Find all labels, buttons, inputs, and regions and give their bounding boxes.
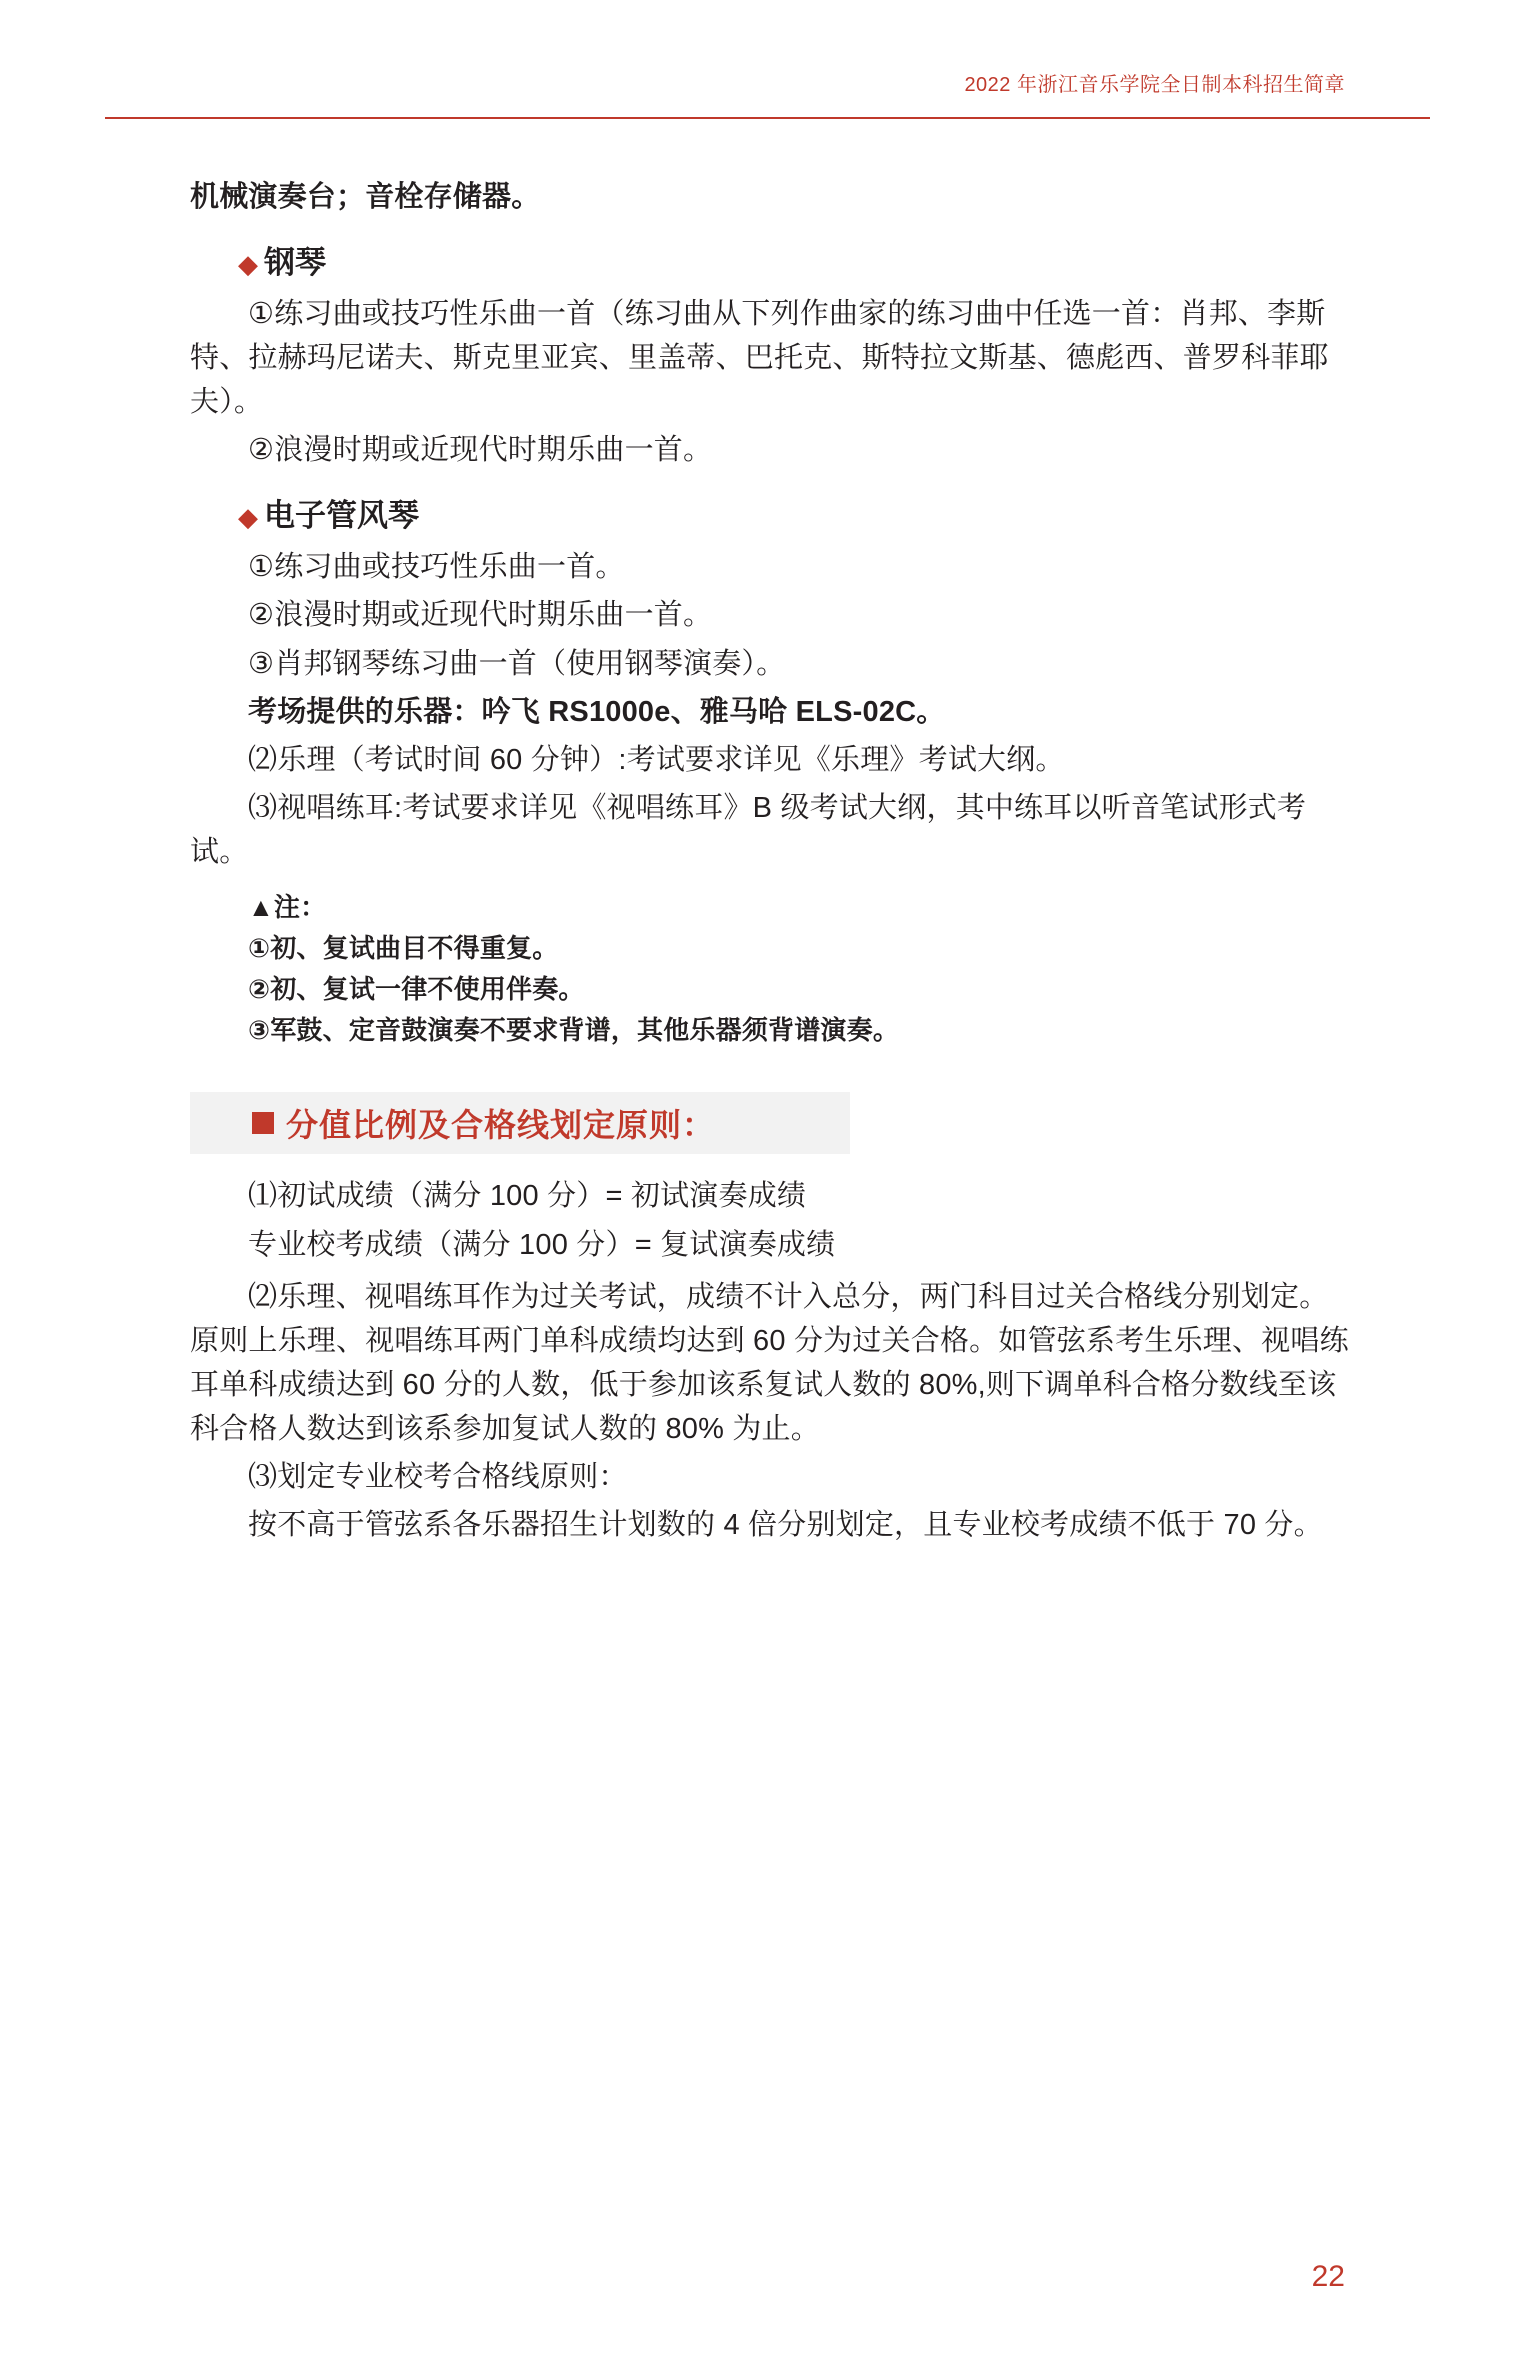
section-banner-title: 分值比例及合格线划定原则： <box>286 1107 716 1144</box>
piano-item-2: ②浪漫时期或近现代时期乐曲一首。 <box>248 434 713 467</box>
exam-item-3: ⑶视唱练耳:考试要求详见《视唱练耳》B 级考试大纲，其中练耳以听音笔试形式考试。 <box>190 791 1307 868</box>
subsection-organ-heading <box>190 490 1350 535</box>
note-item-1: ①初、复试曲目不得重复。 <box>248 933 559 964</box>
organ-item-2: ②浪漫时期或近现代时期乐曲一首。 <box>248 599 713 632</box>
note-heading: ▲注： <box>248 891 327 922</box>
paragraph-top: 机械演奏台；音栓存储器。 <box>190 181 541 213</box>
note-item-2: ②初、复试一律不使用伴奏。 <box>248 974 585 1005</box>
subsection-piano-heading <box>190 237 1350 282</box>
scoring-line-3: ⑵乐理、视唱练耳作为过关考试，成绩不计入总分，两门科目过关合格线分别划定。原则上乐理、视唱练耳两门单科成绩均达到 60 分为过关合格。如管弦系考生乐理、视唱练耳单科成绩达到 60 分的人数，低于参加该系复试人数的 80%,则下调单科合格分数线至该科合格人数达到该系参加复试人数的 80% 为止。 <box>190 1280 1349 1445</box>
scoring-line-1: ⑴初试成绩（满分 100 分）= 初试演奏成绩 <box>248 1180 807 1213</box>
subsection-organ-title: 电子管风琴 <box>264 498 419 534</box>
subsection-piano-title: 钢琴 <box>264 245 326 281</box>
section-banner <box>190 1092 850 1154</box>
organ-item-3: ③肖邦钢琴练习曲一首（使用钢琴演奏）。 <box>248 647 786 680</box>
piano-item-1: ①练习曲或技巧性乐曲一首（练习曲从下列作曲家的练习曲中任选一首：肖邦、李斯特、拉赫玛尼诺夫、斯克里亚宾、里盖蒂、巴托克、斯特拉文斯基、德彪西、普罗科菲耶夫）。 <box>190 298 1329 419</box>
organ-item-1: ①练习曲或技巧性乐曲一首。 <box>248 551 625 584</box>
scoring-line-2: 专业校考成绩（满分 100 分）= 复试演奏成绩 <box>248 1228 836 1261</box>
header-divider <box>105 117 1430 119</box>
running-header: 2022 年浙江音乐学院全日制本科招生简章 <box>964 74 1345 96</box>
scoring-line-5: 按不高于管弦系各乐器招生计划数的 4 倍分别划定，且专业校考成绩不低于 70 分。 <box>248 1509 1323 1541</box>
note-item-3: ③军鼓、定音鼓演奏不要求背谱，其他乐器须背谱演奏。 <box>248 1015 900 1046</box>
diamond-icon: ◆ <box>238 502 258 533</box>
diamond-icon: ◆ <box>238 249 258 280</box>
page-number: 22 <box>1311 2260 1345 2293</box>
scoring-line-4: ⑶划定专业校考合格线原则： <box>248 1460 628 1493</box>
page-content <box>190 175 1350 1551</box>
exam-item-2: ⑵乐理（考试时间 60 分钟）:考试要求详见《乐理》考试大纲。 <box>248 743 1065 776</box>
organ-instruments: 考场提供的乐器：吟飞 RS1000e、雅马哈 ELS-02C。 <box>248 695 946 728</box>
square-marker-icon <box>252 1112 274 1134</box>
